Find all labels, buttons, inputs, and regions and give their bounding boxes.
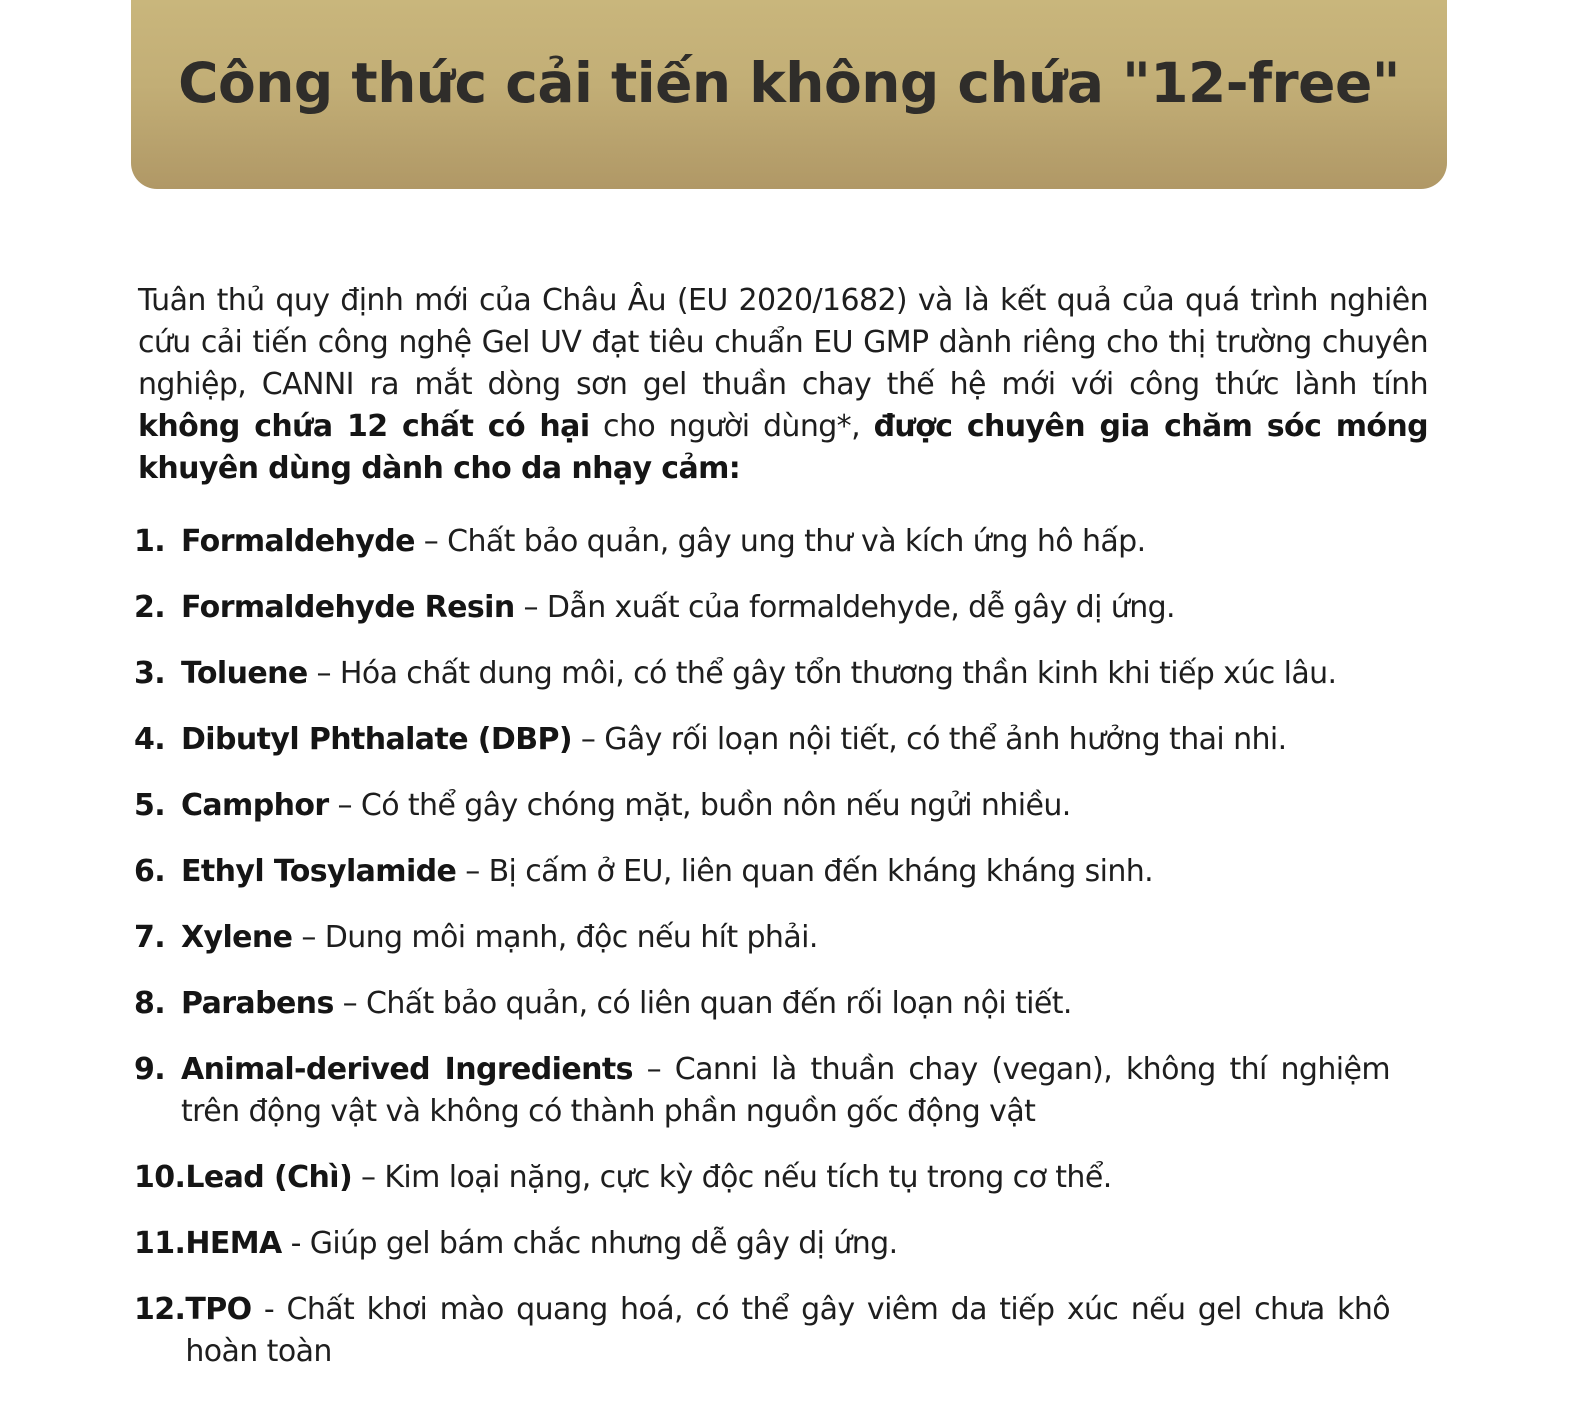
intro-highlight: được chuyên gia chăm sóc móng khuyên dùng dành cho da nhạy cảm: <box>138 409 1429 486</box>
item-body <box>181 1049 1390 1133</box>
item-description: Bị cấm ở EU, liên quan đến kháng kháng sinh. <box>488 854 1154 889</box>
item-separator: – <box>456 854 489 889</box>
item-number: 5. <box>134 788 166 823</box>
item-separator: – <box>333 986 366 1021</box>
item-separator: – <box>352 1160 385 1195</box>
item-name: Ethyl Tosylamide <box>181 854 457 889</box>
item-separator: – <box>514 590 547 625</box>
item-body <box>185 1157 1390 1199</box>
item-body <box>185 1289 1390 1373</box>
list-item <box>134 1223 1390 1265</box>
intro-text: cho người dùng*, <box>589 409 874 444</box>
intro-paragraph <box>138 280 1428 490</box>
list-item <box>134 1049 1390 1133</box>
list-item <box>134 521 1390 563</box>
item-body <box>181 917 1390 959</box>
item-description: Kim loại nặng, cực kỳ độc nếu tích tụ trong cơ thể. <box>384 1160 1112 1195</box>
item-name: Parabens <box>181 986 334 1021</box>
item-description: Gây rối loạn nội tiết, có thể ảnh hưởng thai nhi. <box>604 722 1287 757</box>
item-name: Animal-derived Ingredients <box>181 1052 633 1087</box>
item-name: Lead (Chì) <box>185 1160 353 1195</box>
item-name: Camphor <box>181 788 329 823</box>
item-number: 9. <box>134 1052 166 1087</box>
item-body <box>185 1223 1390 1265</box>
item-body <box>181 983 1390 1025</box>
page-title: Công thức cải tiến không chứa "12-free" <box>178 51 1400 116</box>
item-number: 8. <box>134 986 166 1021</box>
list-item <box>134 1157 1390 1199</box>
list-item <box>134 917 1390 959</box>
item-separator: – <box>307 656 340 691</box>
item-description: Có thể gây chóng mặt, buồn nôn nếu ngửi nhiều. <box>360 788 1071 823</box>
title-banner <box>131 0 1447 189</box>
item-body <box>181 653 1390 695</box>
item-name: Dibutyl Phthalate (DBP) <box>181 722 572 757</box>
intro-text: Tuân thủ quy định mới của Châu Âu (EU 2020/1682) và là kết quả của quá trình nghiên cứu cải tiến công nghệ Gel UV đạt tiêu chuẩn EU GMP dành riêng cho thị trường chuyên nghiệp, CANNI ra mắt dòng sơn gel thuần chay thế hệ mới với công thức lành tính <box>138 283 1428 402</box>
item-separator: – <box>632 1052 675 1087</box>
item-number: 3. <box>134 656 166 691</box>
list-item <box>134 983 1390 1025</box>
item-number: 11. <box>134 1226 186 1261</box>
item-name: TPO <box>185 1292 252 1327</box>
item-body <box>181 521 1390 563</box>
item-separator: – <box>328 788 361 823</box>
item-description: Canni là thuần chay (vegan), không thí nghiệm trên động vật và không có thành phần nguồn gốc động vật <box>181 1052 1391 1129</box>
item-number: 2. <box>134 590 166 625</box>
item-name: Toluene <box>181 656 308 691</box>
item-name: Xylene <box>181 920 293 955</box>
item-description: Chất bảo quản, gây ung thư và kích ứng hô hấp. <box>447 524 1146 559</box>
item-number: 12. <box>134 1292 186 1327</box>
item-number: 6. <box>134 854 166 889</box>
item-body <box>181 587 1390 629</box>
item-description: Giúp gel bám chắc nhưng dễ gây dị ứng. <box>309 1226 898 1261</box>
intro-highlight: không chứa 12 chất có hại <box>138 409 590 444</box>
item-number: 4. <box>134 722 166 757</box>
item-separator: – <box>292 920 325 955</box>
item-separator: – <box>571 722 605 757</box>
item-separator: - <box>281 1226 310 1261</box>
item-description: Dẫn xuất của formaldehyde, dễ gây dị ứng. <box>546 590 1175 625</box>
list-item <box>134 851 1390 893</box>
list-item <box>134 785 1390 827</box>
list-item <box>134 653 1390 695</box>
item-separator: - <box>251 1292 287 1327</box>
item-separator: – <box>414 524 448 559</box>
list-item <box>134 1289 1390 1373</box>
item-description: Hóa chất dung môi, có thể gây tổn thương thần kinh khi tiếp xúc lâu. <box>339 656 1337 691</box>
item-number: 10. <box>134 1160 186 1195</box>
item-description: Dung môi mạnh, độc nếu hít phải. <box>324 920 818 955</box>
item-number: 1. <box>134 524 166 559</box>
list-item <box>134 587 1390 629</box>
item-name: Formaldehyde <box>181 524 415 559</box>
item-body <box>181 719 1390 761</box>
ingredient-list <box>134 521 1390 1397</box>
item-description: Chất bảo quản, có liên quan đến rối loạn nội tiết. <box>365 986 1072 1021</box>
item-number: 7. <box>134 920 166 955</box>
item-body <box>181 851 1390 893</box>
item-body <box>181 785 1390 827</box>
item-name: HEMA <box>185 1226 282 1261</box>
list-item <box>134 719 1390 761</box>
item-description: Chất khơi mào quang hoá, có thể gây viêm da tiếp xúc nếu gel chưa khô hoàn toàn <box>185 1292 1390 1369</box>
item-name: Formaldehyde Resin <box>181 590 515 625</box>
